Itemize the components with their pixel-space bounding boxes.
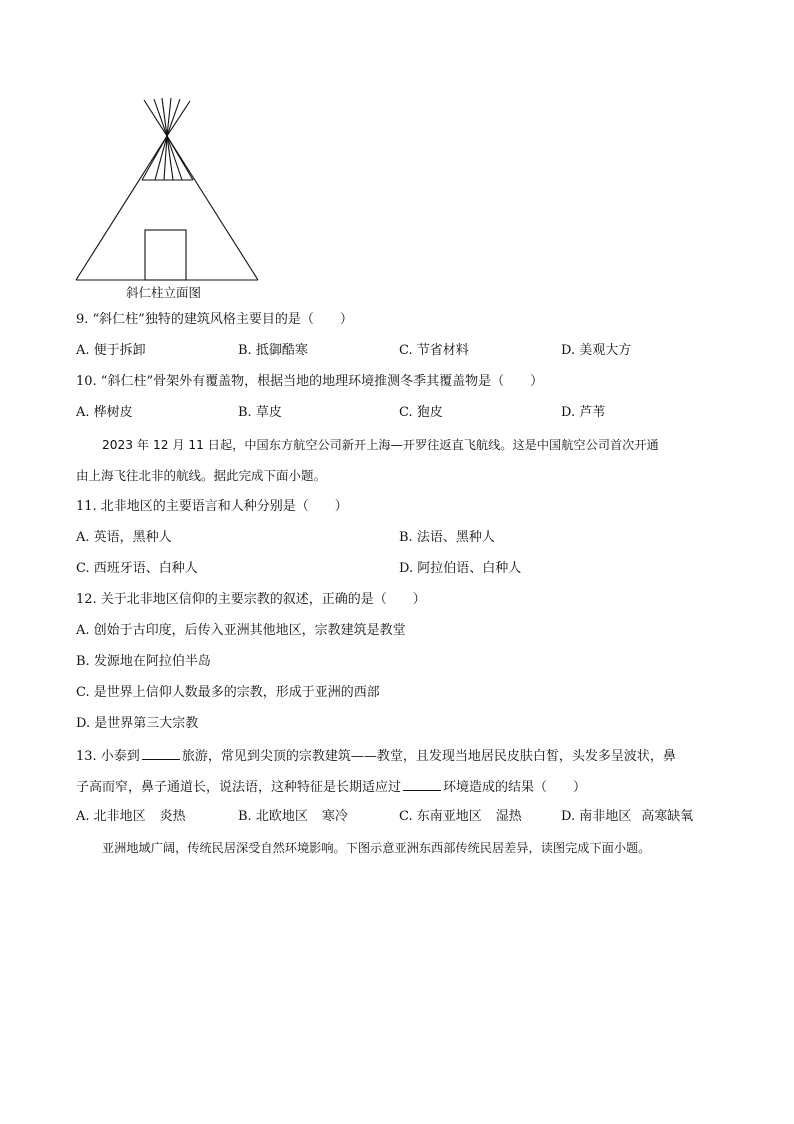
xierenzhu-elevation-figure (72, 96, 262, 306)
q13-stem-line1 (76, 747, 676, 765)
q13-stem-part1: 13. 小泰到 (76, 749, 140, 764)
q12-stem: 12. 关于北非地区信仰的主要宗教的叙述，正确的是（ ） (76, 592, 426, 607)
q10-option-b[interactable]: B. 草皮 (238, 405, 282, 420)
q11-option-c[interactable]: C. 西班牙语、白种人 (76, 561, 198, 576)
q13-stem-line2 (76, 778, 586, 796)
material2-line1: 亚洲地域广阔，传统民居深受自然环境影响。下图示意亚洲东西部传统民居差异，读图完成下面小题。 (102, 841, 651, 855)
q12-option-c[interactable]: C. 是世界上信仰人数最多的宗教，形成于亚洲的西部 (76, 685, 380, 700)
q9-option-b[interactable]: B. 抵御酷寒 (238, 343, 308, 358)
q13-option-b[interactable] (238, 809, 348, 825)
q10-option-a[interactable]: A. 桦树皮 (76, 405, 133, 420)
q13-option-c-climate: 湿热 (495, 809, 522, 824)
q10-option-c[interactable]: C. 狍皮 (399, 405, 443, 420)
q13-blank-2 (403, 778, 441, 791)
q13-stem-line2-part2: 环境造成的结果（ ） (443, 780, 587, 795)
q11-stem: 11. 北非地区的主要语言和人种分别是（ ） (76, 499, 348, 514)
q10-stem: 10. “斜仁柱”骨架外有覆盖物，根据当地的地理环境推测冬季其覆盖物是（ ） (76, 374, 544, 389)
q13-option-d-climate: 高寒缺氧 (641, 809, 694, 824)
q9-option-a[interactable]: A. 便于拆卸 (76, 343, 146, 358)
q13-option-a[interactable] (76, 809, 186, 825)
q13-option-c[interactable] (399, 809, 522, 825)
q10-option-d[interactable]: D. 芦苇 (561, 405, 606, 420)
material1-line2: 由上海飞往北非的航线。据此完成下面小题。 (76, 468, 327, 483)
q13-stem-part2: 旅游，常见到尖顶的宗教建筑——教堂，且发现当地居民皮肤白皙，头发多呈波状，鼻 (181, 749, 676, 764)
outline-right (167, 136, 258, 280)
outline-left (76, 136, 167, 280)
q13-option-c-region: C. 东南亚地区 (399, 809, 482, 824)
q11-option-d[interactable]: D. 阿拉伯语、白种人 (399, 561, 522, 576)
q9-option-d[interactable]: D. 美观大方 (561, 343, 632, 358)
figure-caption: 斜仁柱立面图 (126, 285, 202, 300)
q12-option-d[interactable]: D. 是世界第三大宗教 (76, 716, 199, 731)
q13-option-d-region: D. 南非地区 (561, 809, 632, 824)
q13-option-b-region: B. 北欧地区 (238, 809, 308, 824)
q12-option-a[interactable]: A. 创始于古印度，后传入亚洲其他地区，宗教建筑是教堂 (76, 623, 406, 638)
q13-option-a-climate: 炎热 (159, 809, 186, 824)
q13-option-b-climate: 寒冷 (321, 809, 348, 824)
q13-option-d[interactable] (561, 809, 693, 825)
q11-option-a[interactable]: A. 英语，黑种人 (76, 530, 172, 545)
q13-stem-line2-part1: 子高而窄，鼻子通道长，说法语，这种特征是长期适应过 (76, 780, 402, 795)
q13-option-a-region: A. 北非地区 (76, 809, 146, 824)
q9-option-c[interactable]: C. 节省材料 (399, 343, 469, 358)
q11-option-b[interactable]: B. 法语、黑种人 (399, 530, 495, 545)
q9-stem: 9. “斜仁柱”独特的建筑风格主要目的是（ ） (76, 312, 353, 327)
q13-blank-1 (142, 747, 180, 760)
q12-option-b[interactable]: B. 发源地在阿拉伯半岛 (76, 654, 211, 669)
pole-line (167, 136, 173, 180)
pole-line (144, 100, 167, 136)
door (145, 230, 186, 280)
material1-line1: 2023 年 12 月 11 日起，中国东方航空公司新开上海—开罗往返直飞航线。这是中国航空公司首次开通 (102, 438, 659, 452)
